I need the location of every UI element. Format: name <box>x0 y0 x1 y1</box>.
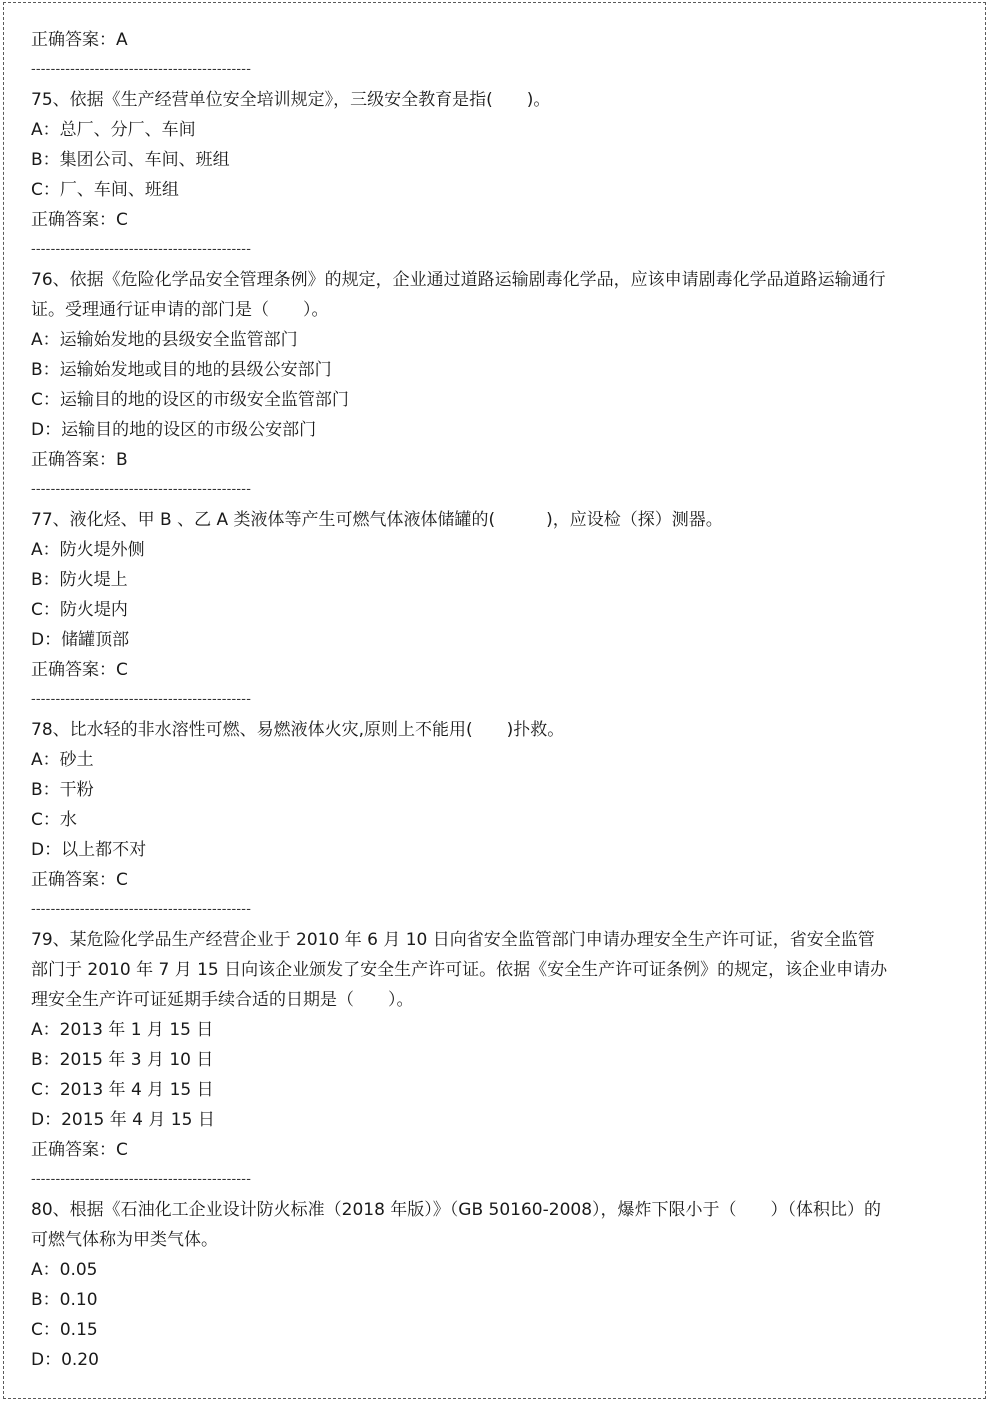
question-list <box>31 25 891 1375</box>
question-75 <box>31 85 891 235</box>
question-stem: 77、液化烃、甲 B 、乙 A 类液体等产生可燃气体液体储罐的( )，应设检（探）测器。 <box>31 510 723 530</box>
question-77 <box>31 505 891 685</box>
option-b: B：运输始发地或目的地的县级公安部门 <box>31 360 332 380</box>
option-c: C：2013 年 4 月 15 日 <box>31 1080 214 1100</box>
separator: --------------------------------------------- <box>31 482 252 497</box>
question-80 <box>31 1195 891 1375</box>
separator: --------------------------------------------- <box>31 902 252 917</box>
separator: --------------------------------------------- <box>31 1172 252 1187</box>
option-c: C：厂、车间、班组 <box>31 180 179 200</box>
option-a: A：0.05 <box>31 1260 98 1280</box>
option-b: B：干粉 <box>31 780 94 800</box>
question-76 <box>31 265 891 475</box>
option-c: C：水 <box>31 810 77 830</box>
correct-answer: 正确答案：C <box>31 870 128 890</box>
option-d: D：0.20 <box>31 1350 99 1370</box>
top-answer: 正确答案：A <box>31 30 128 50</box>
option-d: D：储罐顶部 <box>31 630 130 650</box>
separator: --------------------------------------------- <box>31 692 252 707</box>
question-78 <box>31 715 891 895</box>
question-stem: 78、比水轻的非水溶性可燃、易燃液体火灾,原则上不能用( )扑救。 <box>31 720 565 740</box>
option-b: B：2015 年 3 月 10 日 <box>31 1050 214 1070</box>
question-stem: 80、根据《石油化工企业设计防火标准（2018 年版）》（GB 50160-2008），爆炸下限小于（ ）（体积比）的可燃气体称为甲类气体。 <box>31 1200 882 1250</box>
option-d: D：2015 年 4 月 15 日 <box>31 1110 215 1130</box>
option-a: A：砂土 <box>31 750 94 770</box>
option-c: C：0.15 <box>31 1320 98 1340</box>
option-a: A：总厂、分厂、车间 <box>31 120 196 140</box>
question-stem: 75、依据《生产经营单位安全培训规定》，三级安全教育是指( )。 <box>31 90 551 110</box>
option-a: A：防火堤外侧 <box>31 540 145 560</box>
option-b: B：防火堤上 <box>31 570 128 590</box>
correct-answer: 正确答案：C <box>31 660 128 680</box>
separator: --------------------------------------------- <box>31 242 252 257</box>
option-a: A：运输始发地的县级安全监管部门 <box>31 330 298 350</box>
correct-answer: 正确答案：C <box>31 1140 128 1160</box>
correct-answer: 正确答案：B <box>31 450 128 470</box>
correct-answer: 正确答案：C <box>31 210 128 230</box>
option-c: C：防火堤内 <box>31 600 128 620</box>
question-stem: 79、某危险化学品生产经营企业于 2010 年 6 月 10 日向省安全监管部门申请办理安全生产许可证，省安全监管部门于 2010 年 7 月 15 日向该企业颁发了安全生产许可证。依据《安全生产许可证条例》的规定，该企业申请办理安全生产许可证延期手续合适的日期是（ ）。 <box>31 930 888 1010</box>
option-d: D：以上都不对 <box>31 840 147 860</box>
question-stem: 76、依据《危险化学品安全管理条例》的规定，企业通过道路运输剧毒化学品，应该申请剧毒化学品道路运输通行证。受理通行证申请的部门是（ ）。 <box>31 270 886 320</box>
option-b: B：集团公司、车间、班组 <box>31 150 230 170</box>
option-c: C：运输目的地的设区的市级安全监管部门 <box>31 390 349 410</box>
option-b: B：0.10 <box>31 1290 98 1310</box>
option-d: D：运输目的地的设区的市级公安部门 <box>31 420 317 440</box>
separator: --------------------------------------------- <box>31 62 252 77</box>
option-a: A：2013 年 1 月 15 日 <box>31 1020 214 1040</box>
question-79 <box>31 925 891 1165</box>
